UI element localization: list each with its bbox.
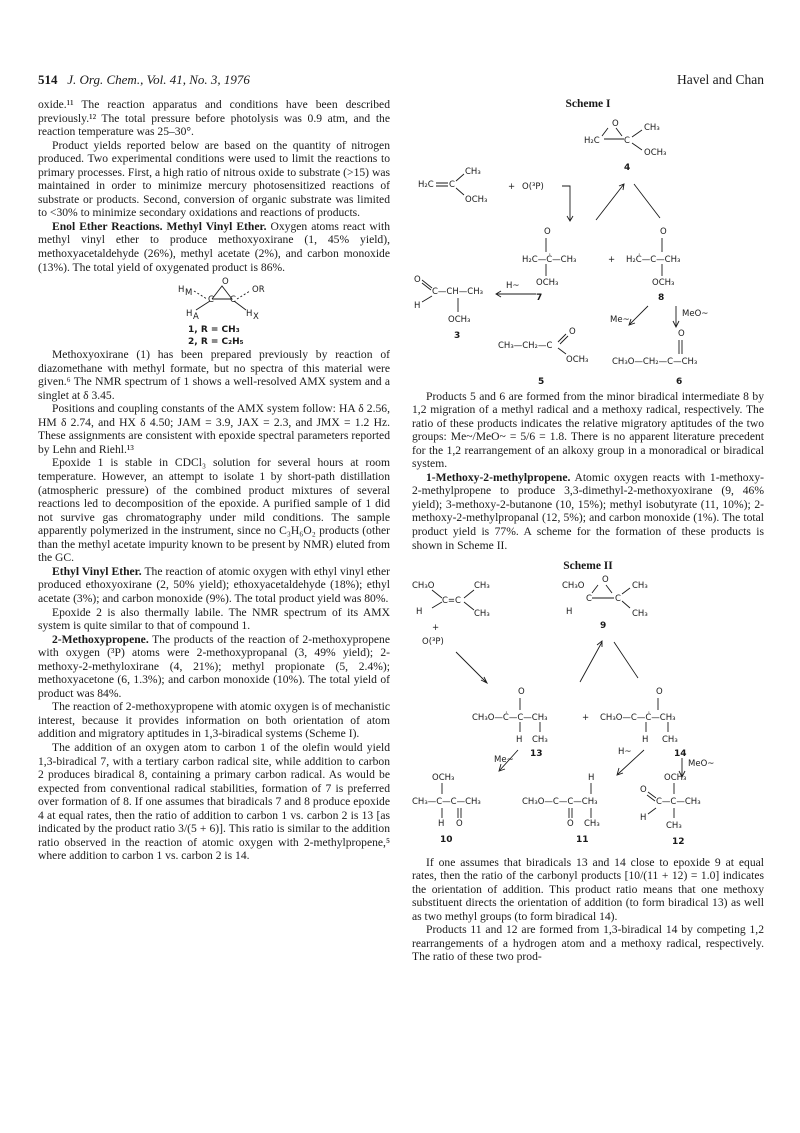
epoxide-ring bbox=[592, 585, 614, 598]
atom-label: H bbox=[516, 734, 523, 745]
atom-label: O bbox=[660, 226, 667, 237]
epoxide-ring bbox=[212, 286, 232, 299]
product-12-chain: C—C—CH₃ bbox=[656, 796, 701, 807]
atom-label: CH₃ bbox=[465, 166, 481, 177]
atom-label: H bbox=[414, 300, 421, 311]
paragraph: The addition of an oxygen atom to carbon 1 of the olefin would yield 1,3-biradical 7, with a tertiary carbon radical site, while addition to carbon 2 produces biradical 8, containing a primary carbon radical. As would be expected from conventional radical stabilities, formation of 7 is preferred over formation of 8. If one assumes that biradicals 7 and 8 produce epoxide 4 at equal rates, then the ratio of addition to carbon 1 vs. carbon 2 is 13 [as indicated by the product ratio 3/(5 + 6)]. This ratio is similar to the addition ratio observed in the reaction of atomic oxygen with 2-methylpropene,⁵ where addition to carbon 1 vs. carbon 2 is 14. bbox=[38, 740, 390, 863]
biradical-13-chain: CH₃O—Ċ—C—CH₃ bbox=[472, 712, 548, 723]
label-ha: H bbox=[186, 309, 193, 320]
paragraph bbox=[412, 471, 764, 552]
paragraph: Products 5 and 6 are formed from the minor biradical intermediate 8 by 1,2 migration of a methyl radical and a methoxy radical, respectively. The ratio of these products indicates the relative migratory aptitudes of the two groups: Me~/MeO~ = 5/6 = 1.8. There is no apparent literature precedent for the 1,2 rearrangement of an alkoxy group in a monoradical or biradical system. bbox=[412, 389, 764, 471]
reaction-line bbox=[634, 184, 660, 218]
bond bbox=[432, 590, 442, 608]
atom-label: OCH₃ bbox=[536, 277, 559, 288]
label-hm-sub: M bbox=[185, 288, 193, 299]
reaction-line bbox=[614, 642, 638, 678]
paragraph: Epoxide 2 is also thermally labile. The NMR spectrum of its AMX system is quite similar to that of compound 1. bbox=[38, 605, 390, 633]
atom-label: H₂C bbox=[584, 135, 600, 146]
compound-1-label: 1, R = CH₃ bbox=[188, 325, 240, 336]
compound-number: 8 bbox=[658, 292, 665, 303]
atom-label: CH₃O bbox=[562, 580, 585, 591]
atom-label: C bbox=[586, 593, 592, 604]
bond bbox=[622, 588, 630, 608]
atom-label: CH₃ bbox=[662, 734, 678, 745]
paragraph bbox=[38, 220, 390, 274]
atom-label: CH₃O bbox=[412, 580, 435, 591]
paragraph: Methoxyoxirane (1) has been prepared previously by reaction of diazomethane with methyl formate, but no spectra of this material were given.⁶ The NMR spectrum of 1 shows a well-resolved AMX system and a singlet at δ 3.45. bbox=[38, 348, 390, 402]
migration-label: H~ bbox=[618, 746, 632, 757]
atom-label: H bbox=[640, 812, 647, 823]
scheme-1-figure bbox=[412, 112, 764, 390]
atom-label: OCH₃ bbox=[448, 314, 471, 325]
atom-label: O bbox=[678, 328, 685, 339]
paragraph bbox=[38, 565, 390, 606]
atom-label: OCH₃ bbox=[664, 772, 687, 783]
atom-label: O bbox=[656, 686, 663, 697]
compound-number: 4 bbox=[624, 162, 631, 173]
dashed-bond bbox=[194, 291, 207, 299]
biradical-14-chain: CH₃O—C—Ċ—CH₃ bbox=[600, 712, 676, 723]
atom-label: CH₃ bbox=[474, 580, 490, 591]
paragraph-text: Atomic oxygen reacts with 1-methoxy-2-methylpropene to produce 3,3-dimethyl-2-methoxyoxirane (9, 46% yield); 3-methoxy-2-butanone (10, 15%); methyl isobutyrate (11, 10%); 2-methoxy-2-methylpropanal (12, 5%); and carbon monoxide (1%). The total product yield is 77%. A scheme for the formation of these products is shown in Scheme II. bbox=[412, 470, 764, 552]
alkene-label: C=C bbox=[442, 595, 461, 606]
paragraph-text: Oxygen atoms react with methyl vinyl ether to produce methoxyoxirane (1, 45% yield), methoxyacetaldehyde (26%), methyl acetate (2%), and carbon monoxide (13%). The total yield of oxygenated product is 86%. bbox=[38, 219, 391, 274]
compound-number: 3 bbox=[454, 330, 461, 341]
atom-label: CH₃ bbox=[532, 734, 548, 745]
label-hx-sub: X bbox=[253, 312, 259, 323]
paragraph: Products 11 and 12 are formed from 1,3-biradical 14 by competing 1,2 rearrangements of a hydrogen atom and a methoxy radical, respectively. The ratio of these two prod- bbox=[412, 923, 764, 964]
migration-label: Me~ bbox=[494, 754, 514, 765]
atom-label: CH₃ bbox=[644, 122, 660, 133]
compound-number: 10 bbox=[440, 834, 453, 845]
compound-number: 14 bbox=[674, 748, 687, 759]
compound-number: 5 bbox=[538, 376, 545, 387]
label-or: OR bbox=[252, 285, 265, 296]
atom-label: CH₃ bbox=[474, 608, 490, 619]
biradical-8-chain: H₂Ċ—C—CH₃ bbox=[626, 254, 681, 265]
plus-sign: + bbox=[582, 712, 590, 723]
atom-label: O bbox=[612, 118, 619, 129]
atom-label: OCH₃ bbox=[652, 277, 675, 288]
compound-number: 9 bbox=[600, 620, 607, 631]
paragraph: The reaction of 2-methoxypropene with atomic oxygen is of mechanistic interest, because it provides information on both orientation of atom addition and migratory aptitudes in 1,3-biradical systems (Scheme I). bbox=[38, 700, 390, 741]
atom-label: O bbox=[414, 274, 421, 285]
atom-label: CH₃—CH₂—C bbox=[498, 340, 553, 351]
atom-label: OCH₃ bbox=[644, 147, 667, 158]
atom-label: O(³P) bbox=[422, 636, 444, 647]
scheme-2-products-figure bbox=[412, 770, 764, 856]
section-heading: Ethyl Vinyl Ether. bbox=[52, 564, 142, 578]
section-heading: 1-Methoxy-2-methylpropene. bbox=[426, 470, 571, 484]
compound-number: 12 bbox=[672, 836, 685, 847]
double-bond bbox=[558, 334, 568, 344]
journal-name: J. Org. Chem., bbox=[67, 72, 144, 87]
atom-label: H bbox=[438, 818, 445, 829]
page-number: 514 bbox=[38, 72, 58, 87]
atom-label: H bbox=[642, 734, 649, 745]
bond bbox=[558, 348, 566, 354]
compound-number: 7 bbox=[536, 292, 543, 303]
atom-label: O bbox=[456, 818, 463, 829]
paragraph-text: The products of the reaction of 2-methoxypropene with oxygen (³P) atoms were 2-methoxypropanal (3, 49% yield); 2-methoxy-2-methyloxirane (4, 21%); methyl propionate (5, 2.4%); methoxyacetone (6, 1.3%); and carbon monoxide (10%). The total yield of product was 84%. bbox=[38, 632, 390, 700]
atom-label: C bbox=[624, 135, 630, 146]
right-column bbox=[412, 98, 764, 964]
reaction-arrow bbox=[629, 306, 648, 325]
product-10-chain: CH₃—C—C—CH₃ bbox=[412, 796, 481, 807]
reaction-arrow bbox=[496, 291, 536, 297]
compound-2-label: 2, R = C₂H₅ bbox=[188, 337, 244, 348]
paragraph bbox=[38, 633, 390, 701]
atom-label: O bbox=[544, 226, 551, 237]
atom-label: O bbox=[567, 818, 574, 829]
atom-label: C—CH—CH₃ bbox=[432, 286, 483, 297]
label-hm: H bbox=[178, 285, 185, 296]
left-column bbox=[38, 98, 390, 863]
bond bbox=[646, 722, 668, 732]
atom-label: H bbox=[566, 606, 573, 617]
label-ha-sub: A bbox=[193, 312, 199, 323]
atom-label: OCH₃ bbox=[432, 772, 455, 783]
bond bbox=[456, 174, 464, 195]
section-heading: 2-Methoxypropene. bbox=[52, 632, 149, 646]
biradical-7-chain: H₂C—Ċ—CH₃ bbox=[522, 254, 577, 265]
atom-label: CH₃ bbox=[584, 818, 600, 829]
bond bbox=[569, 808, 591, 818]
atom-label: C bbox=[449, 179, 455, 190]
atom-label: CH₃ bbox=[632, 608, 648, 619]
compound-number: 11 bbox=[576, 834, 589, 845]
epoxide-ring bbox=[602, 128, 624, 139]
atom-label: O bbox=[602, 574, 609, 585]
reaction-arrow bbox=[596, 184, 624, 220]
atom-label: CH₃ bbox=[632, 580, 648, 591]
reaction-arrow bbox=[456, 652, 487, 683]
paragraph: oxide.¹¹ The reaction apparatus and conditions have been described previously.¹² The total pressure before photolysis was 0.9 atm, and the reaction temperature was 25–30°. bbox=[38, 98, 390, 139]
double-bond bbox=[647, 792, 656, 801]
migration-label: MeO~ bbox=[682, 308, 709, 319]
plus-sign: + bbox=[508, 181, 516, 192]
bond bbox=[464, 590, 474, 610]
double-bond bbox=[679, 340, 682, 354]
journal-issue: No. 3, 1976 bbox=[189, 72, 250, 87]
section-heading: Enol Ether Reactions. Methyl Vinyl Ether. bbox=[52, 219, 267, 233]
paragraph-text: The reaction of atomic oxygen with ethyl vinyl ether produced ethoxyoxirane (2, 50% yield); ethoxyacetaldehyde (18%); ethyl acetate (3%); and carbon monoxide (9%). The total product yield was 80%. bbox=[38, 564, 390, 605]
carbon-label: C bbox=[208, 295, 214, 306]
double-bond bbox=[422, 280, 432, 290]
paragraph: Positions and coupling constants of the AMX system follow: HA δ 2.56, HM δ 2.74, and HX δ 4.50; JAM = 3.9, JAX = 2.3, and JMX = 1.2 Hz. These assignments are consistent with epoxide spectral parameters reported by Lehn and Riehl.¹³ bbox=[38, 402, 390, 456]
bond bbox=[442, 808, 461, 818]
product-11-chain: CH₃O—C—C—CH₃ bbox=[522, 796, 598, 807]
double-bond bbox=[436, 183, 448, 186]
paragraph: Product yields reported below are based on the quantity of nitrogen produced. Two experimental conditions were used to limit the reactions to primary processes. First, a high ratio of nitrous oxide to substrate (>15) was maintained in order to minimize mercury photosensitized reactions of substrate or products. Second, conversion of organic substrate was limited to <30% to minimize secondary oxidations and reactions of products. bbox=[38, 138, 390, 220]
carbon-label: C bbox=[230, 295, 236, 306]
oxirane-structure-figure bbox=[38, 274, 390, 348]
compound-number: 13 bbox=[530, 748, 543, 759]
scheme-2-title: Scheme II bbox=[563, 560, 613, 573]
plus-sign: + bbox=[608, 254, 616, 265]
atom-label: H bbox=[416, 606, 423, 617]
paragraph: If one assumes that biradicals 13 and 14 close to epoxide 9 at equal rates, then the ratio of the carbonyl products [10/(11 + 12) = 1.0] indicates the orientation of addition. This product ratio means that one methoxy substituent directs the orientation of addition (to form biradical 13) as well as two methyl groups (to form biradical 14). bbox=[412, 855, 764, 923]
running-header-left bbox=[38, 72, 250, 88]
migration-label: MeO~ bbox=[688, 758, 715, 769]
atom-label: O bbox=[640, 784, 647, 795]
bond bbox=[648, 808, 656, 814]
bond bbox=[520, 722, 540, 732]
atom-label: H bbox=[588, 772, 595, 783]
journal-volume: Vol. 41, bbox=[146, 72, 186, 87]
compound-number: 6 bbox=[676, 376, 683, 387]
label-ring-o: O bbox=[222, 277, 229, 288]
plus-sign: + bbox=[432, 622, 440, 633]
paragraph: Epoxide 1 is stable in CDCl₃ solution for several hours at room temperature. However, an attempt to isolate 1 by short-path distillation (atmospheric pressure) of the combined product mixtures of several reactions led to decomposition of the epoxide. A purified sample of 1 did not survive gas chromatography under mild conditions. The sample apparently polymerized in the instrument, since no C₃H₆O₂ products (other than the methyl acetate impurity known to be present by NMR) eluted from the GC. bbox=[38, 456, 390, 565]
reaction-arrow bbox=[562, 186, 573, 221]
atom-label: OCH₃ bbox=[465, 194, 488, 205]
dashed-bond bbox=[237, 291, 250, 299]
atom-label: CH₃O—CH₂—C—CH₃ bbox=[612, 356, 698, 367]
atom-label: CH₃ bbox=[666, 820, 682, 831]
bond bbox=[422, 296, 432, 302]
migration-label: H~ bbox=[506, 280, 520, 291]
atom-label: O bbox=[569, 326, 576, 337]
reaction-arrow bbox=[580, 641, 602, 682]
atom-label: O(³P) bbox=[522, 181, 544, 192]
label-hx: H bbox=[246, 309, 253, 320]
atom-label: C bbox=[615, 593, 621, 604]
atom-label: OCH₃ bbox=[566, 354, 589, 365]
bond bbox=[632, 130, 642, 150]
reaction-arrow bbox=[673, 306, 679, 327]
scheme-1-title: Scheme I bbox=[565, 98, 611, 110]
atom-label: O bbox=[518, 686, 525, 697]
migration-label: Me~ bbox=[610, 314, 630, 325]
atom-label: H₂C bbox=[418, 179, 434, 190]
running-header-authors: Havel and Chan bbox=[677, 72, 764, 87]
